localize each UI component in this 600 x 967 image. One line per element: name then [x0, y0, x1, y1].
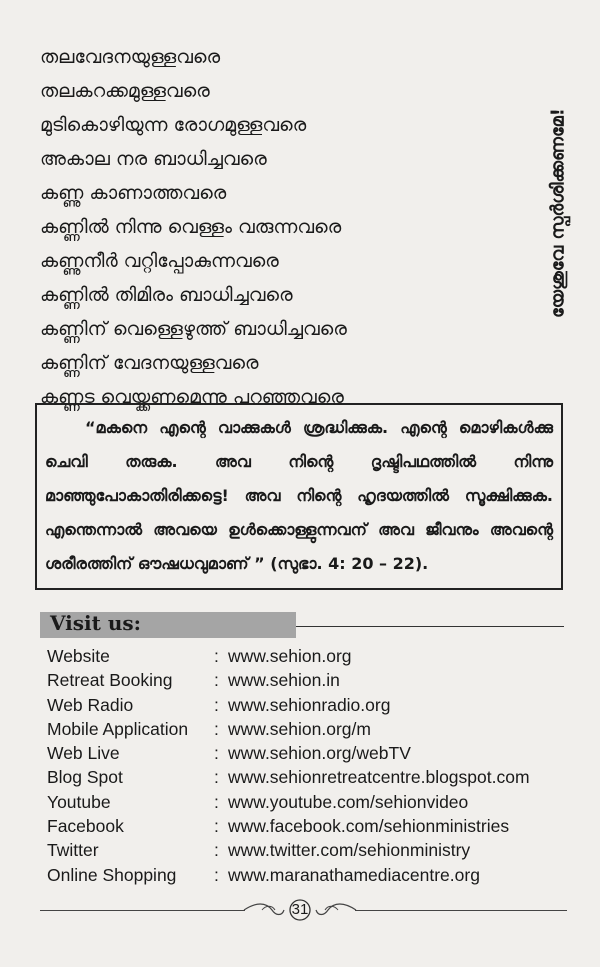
link-url[interactable]: www.sehion.org/m — [228, 718, 371, 739]
visit-us-title: Visit us: — [50, 611, 142, 635]
link-label: Mobile Application — [47, 718, 189, 739]
link-label: Blog Spot — [47, 767, 123, 788]
link-row-facebook — [47, 814, 567, 838]
link-url[interactable]: www.sehion.org/webTV — [228, 743, 411, 764]
ailment-line: കണ്ണുനീർ വറ്റിപ്പോകുന്നവരെ — [40, 250, 279, 272]
links-list — [47, 644, 567, 887]
link-row-retreat-booking — [47, 668, 567, 692]
ailment-list — [40, 40, 540, 414]
link-row-web-live — [47, 741, 567, 765]
link-label: Facebook — [47, 816, 124, 837]
link-label: Web Radio — [47, 694, 134, 715]
ailment-line: കണ്ണു കാണാത്തവരെ — [40, 182, 227, 204]
link-url[interactable]: www.maranathamediacentre.org — [228, 864, 480, 885]
colon: : — [214, 816, 219, 837]
ailment-line: തലവേദനയുള്ളവരെ — [40, 46, 221, 68]
link-row-blog-spot — [47, 765, 567, 789]
footer-rule-left — [40, 910, 245, 911]
page-number: 31 — [291, 901, 309, 918]
ailment-line: കണ്ണിൽ നിന്നു വെള്ളം വരുന്നവരെ — [40, 216, 342, 238]
link-url[interactable]: www.sehionradio.org — [228, 694, 391, 715]
link-url[interactable]: www.youtube.com/sehionvideo — [228, 791, 469, 812]
link-row-twitter — [47, 838, 567, 862]
side-title: യേശുവേ സ്പർശിക്കണമേ! — [547, 107, 569, 318]
link-label: Youtube — [47, 791, 111, 812]
link-row-youtube — [47, 790, 567, 814]
colon: : — [214, 743, 219, 764]
link-url[interactable]: www.sehionretreatcentre.blogspot.com — [228, 767, 530, 788]
ailment-line: കണ്ണിൽ തിമിരം ബാധിച്ചവരെ — [40, 284, 293, 306]
colon: : — [214, 791, 219, 812]
colon: : — [214, 840, 219, 861]
link-url[interactable]: www.sehion.in — [228, 670, 340, 691]
scripture-quote: “മകനെ എന്റെ വാക്കുകൾ ശ്രദ്ധിക്കുക. എന്റെ മൊഴികൾക്കു ചെവി തരുക. അവ നിന്റെ ദൃഷ്ടിപഥത്തിൽ നിന്നു മാഞ്ഞുപോകാതിരിക്കട്ടെ! അവ നിന്റെ ഹൃദയത്തിൽ സൂക്ഷിക്കുക. എന്തെന്നാൽ അവയെ ഉൾക്കൊള്ളുന്നവന് അവ ജീവനും അവന്റെ ശരീരത്തിന് ഔഷധവുമാണ് ” (സുഭാ. 4: 20 – 22). — [45, 418, 553, 573]
side-title-container — [538, 40, 578, 385]
link-url[interactable]: www.twitter.com/sehionministry — [228, 840, 471, 861]
link-label: Website — [47, 646, 110, 666]
footer-rule-right — [355, 910, 567, 911]
link-row-mobile-application — [47, 717, 567, 741]
colon: : — [214, 864, 219, 885]
ailment-line: മുടികൊഴിയുന്ന രോഗമുള്ളവരെ — [40, 114, 307, 136]
link-url[interactable]: www.sehion.org — [228, 646, 352, 666]
colon: : — [214, 670, 219, 691]
divider — [296, 626, 564, 627]
link-label: Online Shopping — [47, 864, 177, 885]
link-row-website — [47, 644, 567, 668]
link-label: Twitter — [47, 840, 99, 861]
link-row-web-radio — [47, 693, 567, 717]
ailment-line: കണ്ണിന് വെള്ളെഴുത്ത് ബാധിച്ചവരെ — [40, 318, 347, 340]
ailment-line: അകാല നര ബാധിച്ചവരെ — [40, 148, 267, 170]
colon: : — [214, 694, 219, 715]
link-label: Web Live — [47, 743, 120, 764]
link-label: Retreat Booking — [47, 670, 173, 691]
ailment-line: കണ്ണട വെയ്ക്കണമെന്നു പറഞ്ഞവരെ — [40, 386, 344, 408]
scripture-quote-box — [35, 403, 563, 590]
ailment-line: തലകറക്കമുള്ളവരെ — [40, 80, 210, 102]
colon: : — [214, 646, 219, 666]
link-url[interactable]: www.facebook.com/sehionministries — [228, 816, 510, 837]
ailment-line: കണ്ണിന് വേദനയുള്ളവരെ — [40, 352, 259, 374]
colon: : — [214, 718, 219, 739]
link-row-online-shopping — [47, 863, 567, 887]
colon: : — [214, 767, 219, 788]
